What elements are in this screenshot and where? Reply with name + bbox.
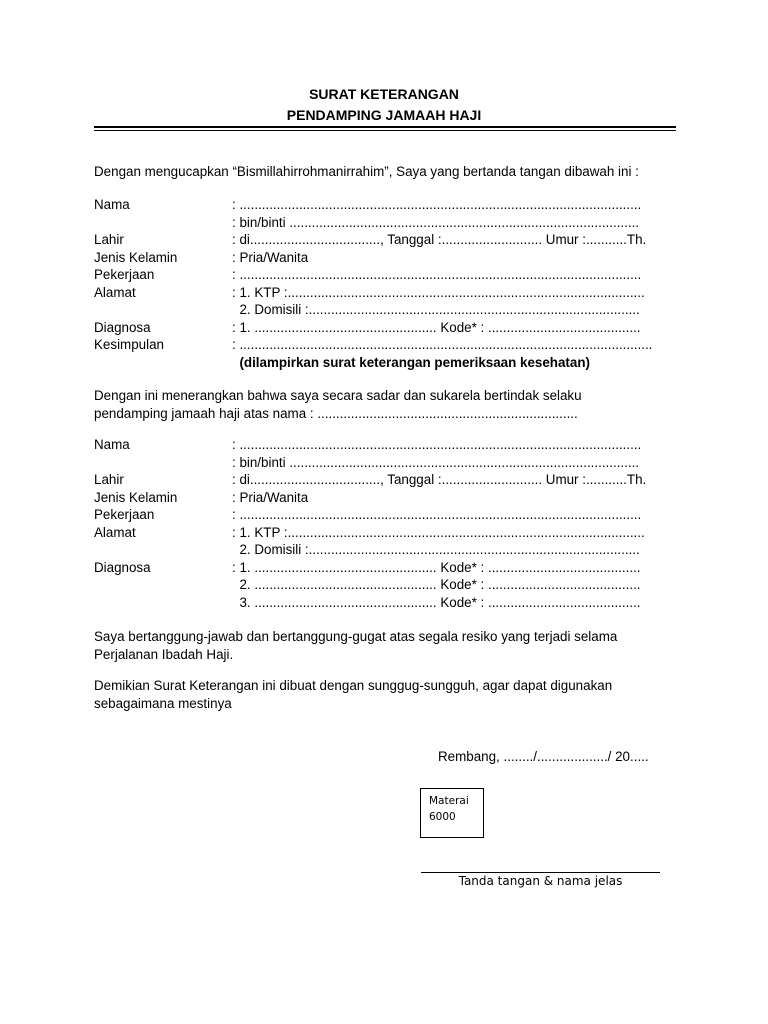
doctor-section <box>94 196 684 371</box>
doctor-field-label: Alamat <box>94 284 136 300</box>
pilgrim-field-row <box>94 506 684 524</box>
doctor-field-row <box>94 231 684 249</box>
pilgrim-section <box>94 436 684 611</box>
responsibility-line-2: Perjalanan Ibadah Haji. <box>94 646 234 662</box>
doctor-field-value: : 1. ................................................. Kode* : ......................................... <box>232 319 641 335</box>
stamp-label: Materai <box>429 795 469 807</box>
doctor-field-label: Lahir <box>94 232 124 247</box>
signature-line <box>421 872 660 873</box>
doctor-field-value: : ............................................................................................................ <box>232 197 642 212</box>
pilgrim-field-label: Pekerjaan <box>94 507 155 522</box>
doctor-field-value: : 1. KTP :................................................................................................ <box>232 284 645 300</box>
doctor-field-value: : ............................................................................................................ <box>232 267 642 282</box>
pilgrim-field-label: Diagnosa <box>94 559 151 575</box>
pilgrim-field-value: : 1. ................................................. Kode* : ......................................... <box>232 559 641 575</box>
doctor-field-value: : bin/binti .............................................................................................. <box>232 214 640 230</box>
pilgrim-field-label: Lahir <box>94 472 124 487</box>
pilgrim-field-row <box>94 471 684 489</box>
doctor-field-value: : Pria/Wanita <box>232 249 309 265</box>
doctor-field-row <box>94 249 684 267</box>
doctor-field-row <box>94 284 684 302</box>
responsibility-paragraph <box>94 628 684 663</box>
stamp-value: 6000 <box>429 811 456 823</box>
pilgrim-field-row <box>94 541 684 559</box>
responsibility-line-1: Saya bertanggung-jawab dan bertanggung-gugat atas segala resiko yang terjadi selama <box>94 629 618 644</box>
pilgrim-field-value: 2. ................................................. Kode* : ......................................... <box>232 577 641 592</box>
pilgrim-field-row <box>94 559 684 577</box>
pilgrim-field-row <box>94 576 684 594</box>
doctor-field-value: (dilampirkan surat keterangan pemeriksaan kesehatan) <box>232 354 590 370</box>
closing-line-1: Demikian Surat Keterangan ini dibuat dengan sunggug-sungguh, agar dapat digunakan <box>94 678 613 693</box>
pilgrim-field-value: : ............................................................................................................ <box>232 437 642 452</box>
pilgrim-field-value: : 1. KTP :................................................................................................ <box>232 524 645 540</box>
doctor-field-row <box>94 214 684 232</box>
pilgrim-field-row <box>94 594 684 612</box>
doctor-field-row <box>94 336 684 354</box>
pilgrim-field-row <box>94 454 684 472</box>
doctor-field-label: Pekerjaan <box>94 267 155 282</box>
doctor-field-label: Jenis Kelamin <box>94 249 178 265</box>
statement-paragraph <box>94 387 684 422</box>
header-rule-thick <box>94 126 676 128</box>
pilgrim-field-label: Jenis Kelamin <box>94 489 178 505</box>
signature-caption: Tanda tangan & nama jelas <box>458 874 623 888</box>
doctor-field-label: Diagnosa <box>94 319 151 335</box>
doctor-field-value: : di..................................., Tanggal :........................... Umur :...........Th. <box>232 232 647 247</box>
pilgrim-field-value: : bin/binti .............................................................................................. <box>232 454 640 470</box>
doctor-field-row <box>94 266 684 284</box>
statement-line-1: Dengan ini menerangkan bahwa saya secara sadar dan sukarela bertindak selaku <box>94 388 582 403</box>
doctor-field-label: Nama <box>94 197 130 212</box>
doctor-field-row <box>94 301 684 319</box>
pilgrim-field-label: Nama <box>94 437 130 452</box>
pilgrim-field-value: 2. Domisili :......................................................................................... <box>232 542 640 557</box>
pilgrim-field-value: : Pria/Wanita <box>232 489 309 505</box>
closing-line-2: sebagaimana mestinya <box>94 695 232 711</box>
pilgrim-field-row <box>94 436 684 454</box>
doctor-field-value: : ............................................................................................................... <box>232 337 653 352</box>
doctor-field-row <box>94 196 684 214</box>
statement-line-2: pendamping jamaah haji atas nama : ...................................................................... <box>94 405 578 421</box>
pilgrim-field-label: Alamat <box>94 524 136 540</box>
place-date: Rembang, ......../.................../ 20..... <box>438 749 649 764</box>
pilgrim-field-value: : di..................................., Tanggal :........................... Umur :...........Th. <box>232 472 647 487</box>
intro-text: Dengan mengucapkan “Bismillahirrohmanirrahim”, Saya yang bertanda tangan dibawah ini : <box>94 164 639 179</box>
stamp-box <box>420 788 484 838</box>
header-rule-thin <box>94 130 676 131</box>
pilgrim-field-value: : ............................................................................................................ <box>232 507 642 522</box>
document-title: SURAT KETERANGAN <box>309 86 459 102</box>
doctor-field-row <box>94 319 684 337</box>
pilgrim-field-value: 3. ................................................. Kode* : ......................................... <box>232 594 641 610</box>
doctor-field-value: 2. Domisili :......................................................................................... <box>232 302 640 317</box>
doctor-field-label: Kesimpulan <box>94 337 164 352</box>
doctor-field-row <box>94 354 684 372</box>
pilgrim-field-row <box>94 489 684 507</box>
document-subtitle: PENDAMPING JAMAAH HAJI <box>286 107 482 123</box>
pilgrim-field-row <box>94 524 684 542</box>
closing-paragraph <box>94 677 684 712</box>
